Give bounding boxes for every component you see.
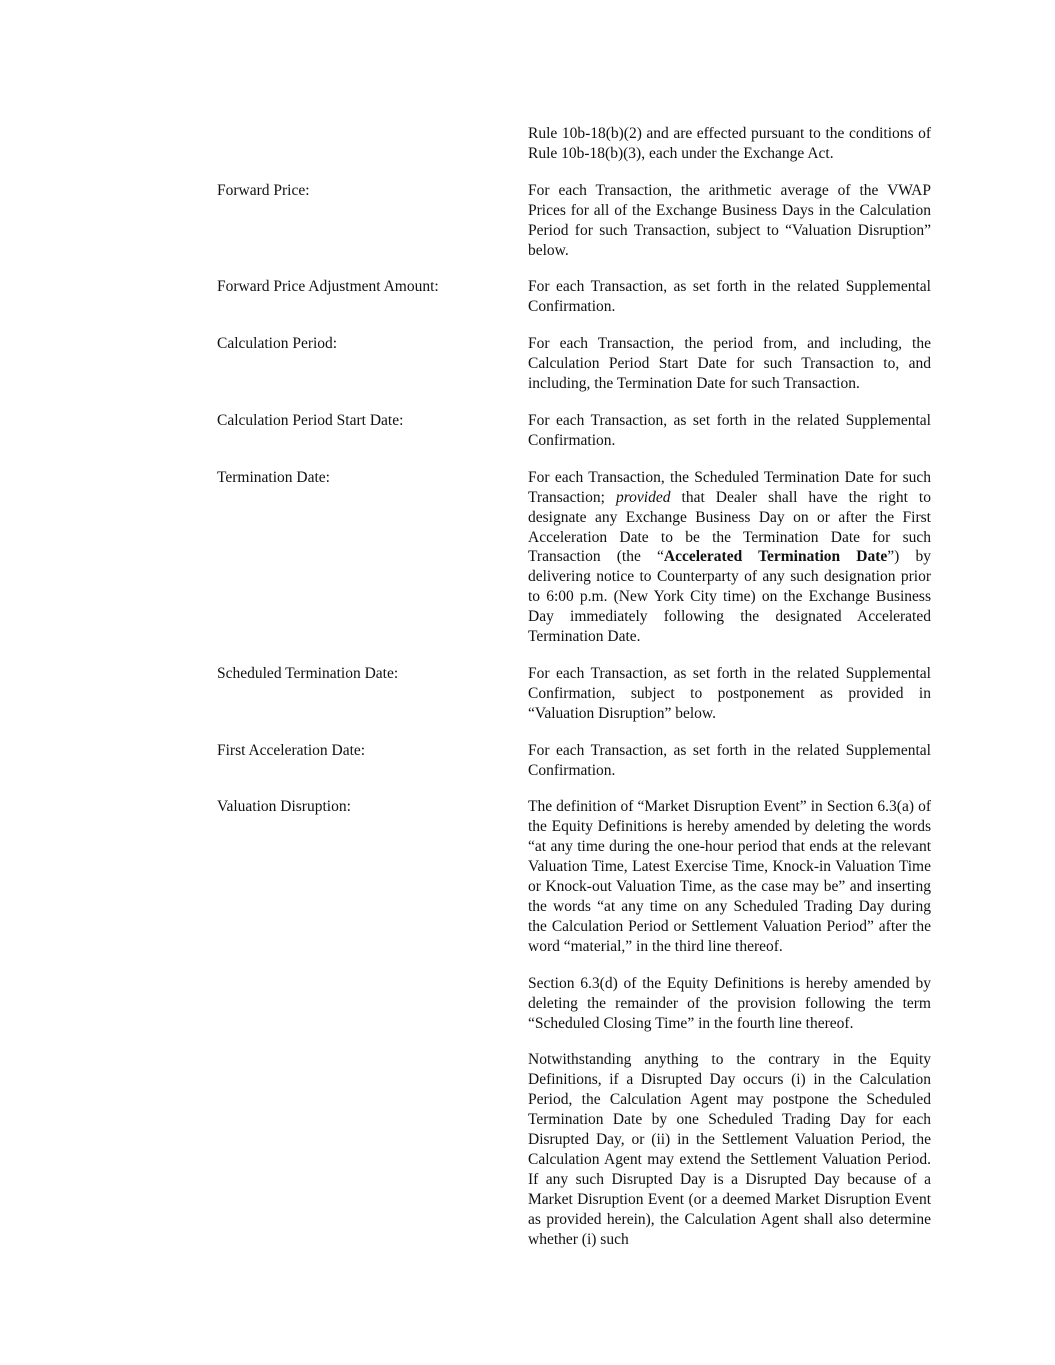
- term-label-valuation-disruption: Valuation Disruption:: [217, 798, 351, 816]
- provided-italic: provided: [615, 488, 671, 506]
- term-row-termination-date: [0, 468, 1055, 647]
- term-row-forward-price-adjustment-amount: [0, 277, 1055, 317]
- document-page: [0, 124, 1055, 1267]
- continuation-definition: [528, 124, 931, 164]
- definition-paragraph: Notwithstanding anything to the contrary in the Equity Definitions, if a Disrupted Day occurs (i) in the Calculation Period, the Calculation Agent may postpone the Scheduled Termination Date by one Scheduled Trading Day for each Disrupted Day, or (ii) in the Settlement Valuation Period, the Calculation Agent may extend the Settlement Valuation Period. If any such Disrupted Day is a Disrupted Day because of a Market Disruption Event (or a deemed Market Disruption Event as provided herein), the Calculation Agent shall also determine whether (i) such: [528, 1051, 931, 1248]
- continuation-row: [0, 124, 1055, 164]
- term-definition-forward-price: [528, 181, 931, 261]
- continuation-text: Rule 10b-18(b)(2) and are effected pursuant to the conditions of Rule 10b-18(b)(3), each under the Exchange Act.: [528, 125, 931, 162]
- definition-paragraph: Section 6.3(d) of the Equity Definitions is hereby amended by deleting the remainder of the provision following the term “Scheduled Closing Time” in the fourth line thereof.: [528, 974, 931, 1032]
- term-label-scheduled-termination-date: Scheduled Termination Date:: [217, 664, 399, 682]
- term-definition-forward-price-adjustment-amount: [528, 277, 931, 317]
- definition-text-part: ”) by delivering notice to Counterparty of any such designation prior to 6:00 p.m. (New York City time) on the Exchange Business Day immediately following the designated Accelerated Termination Date.: [528, 548, 931, 646]
- term-label-calculation-period-start-date: Calculation Period Start Date:: [217, 411, 404, 429]
- definition-text: For each Transaction, the period from, and including, the Calculation Period Start Date for such Transaction to, and including, the Termination Date for such Transaction.: [528, 335, 931, 393]
- term-row-first-acceleration-date: [0, 741, 1055, 781]
- accelerated-termination-date-defined-term: Accelerated Termination Date: [663, 548, 888, 566]
- definition-text: For each Transaction, as set forth in the related Supplemental Confirmation, subject to postponement as provided in “Valuation Disruption” below.: [528, 664, 931, 722]
- term-definition-scheduled-termination-date: [528, 664, 931, 724]
- term-row-calculation-period-start-date: [0, 411, 1055, 451]
- term-label-calculation-period: Calculation Period:: [217, 335, 338, 353]
- term-row-calculation-period: [0, 334, 1055, 394]
- term-definition-first-acceleration-date: [528, 741, 931, 781]
- term-label-forward-price-adjustment-amount: Forward Price Adjustment Amount:: [217, 278, 439, 296]
- term-label-termination-date: Termination Date:: [217, 468, 330, 486]
- definition-text: For each Transaction, as set forth in the related Supplemental Confirmation.: [528, 411, 931, 449]
- term-row-forward-price: [0, 181, 1055, 261]
- term-row-valuation-disruption: [0, 797, 1055, 1249]
- term-definition-valuation-disruption: [528, 797, 931, 1249]
- definition-text: [528, 468, 931, 647]
- term-label-forward-price: Forward Price:: [217, 181, 310, 199]
- term-definition-calculation-period: [528, 334, 931, 394]
- term-definition-calculation-period-start-date: [528, 411, 931, 451]
- definition-paragraph: The definition of “Market Disruption Event” in Section 6.3(a) of the Equity Definitions is hereby amended by deleting the words “at any time during the one-hour period that ends at the relevant Valuation Time, Latest Exercise Time, Knock-in Valuation Time or Knock-out Valuation Time, as the case may be” and inserting the words “at any time on any Scheduled Trading Day during the Calculation Period or Settlement Valuation Period” after the word “material,” in the third line thereof.: [528, 798, 931, 955]
- definition-text: For each Transaction, as set forth in the related Supplemental Confirmation.: [528, 741, 931, 779]
- term-label-first-acceleration-date: First Acceleration Date:: [217, 741, 366, 759]
- definition-text-part: For each Transaction, the Scheduled Termination Date for such Transaction;: [528, 468, 931, 506]
- term-definition-termination-date: [528, 468, 931, 647]
- term-row-scheduled-termination-date: [0, 664, 1055, 724]
- definition-text: For each Transaction, the arithmetic average of the VWAP Prices for all of the Exchange Business Days in the Calculation Period for such Transaction, subject to “Valuation Disruption” below.: [528, 181, 931, 259]
- definition-text: For each Transaction, as set forth in the related Supplemental Confirmation.: [528, 278, 931, 316]
- definition-text-part: that Dealer shall have the right to designate any Exchange Business Day on or after the First Acceleration Date to be the Termination Date for such Transaction (the “: [528, 488, 931, 566]
